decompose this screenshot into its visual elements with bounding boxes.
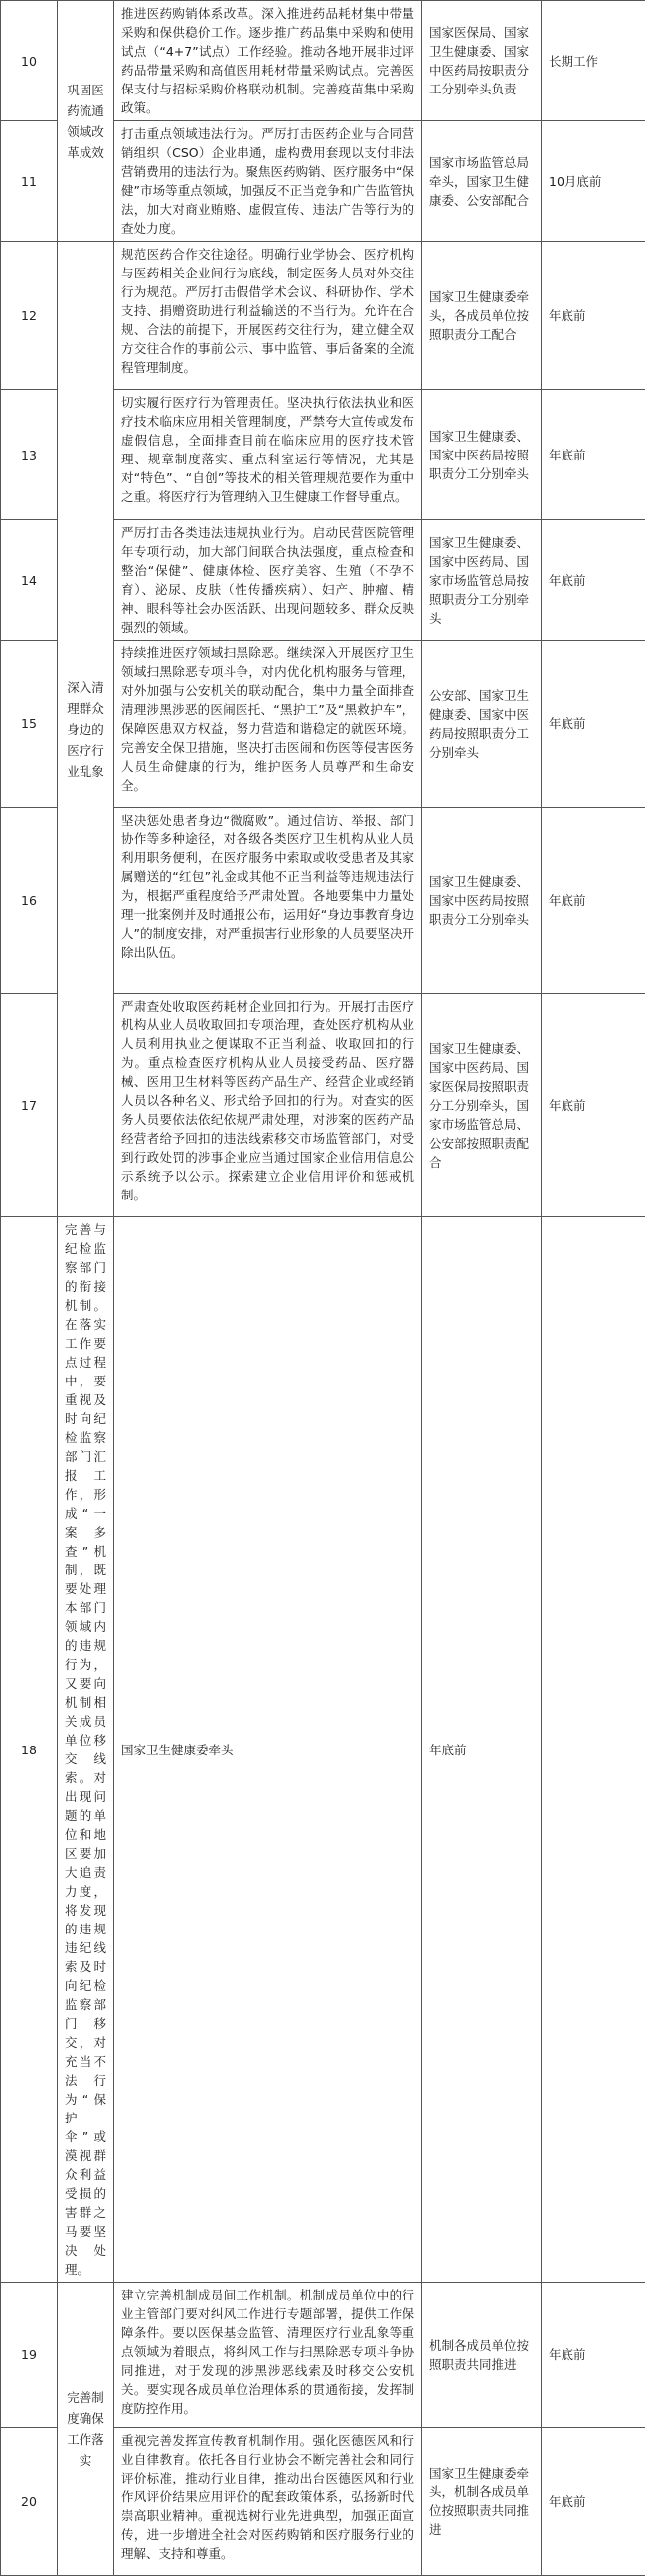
deadline: 年底前 [542,641,645,808]
category-cell: 完善制度确保工作落实 [58,2283,114,2576]
responsible-dept: 国家卫生健康委、国家中医药局、国家医保局按照职责分工分别牵头，国家市场监管总局、公安部按照职责配合 [422,994,542,1217]
task-content: 持续推进医疗领域扫黑除恶。继续深入开展医疗卫生领域扫黑除恶专项斗争，对内优化机构服务与管理，对外加强与公安机关的联动配合，集中力量全面排查清理涉黑涉恶的医闹医托、“黑护工”及“黑救护车”，保障医患双方权益，努力营造和谐稳定的就医环境。完善安全保卫措施，坚决打击医闹和伤医等侵害医务人员生命健康的行为，维护医务人员尊严和生命安全。 [114,641,422,808]
responsible-dept: 机制各成员单位按照职责共同推进 [422,2283,542,2428]
task-content: 切实履行医疗行为管理责任。坚决执行依法执业和医疗技术临床应用相关管理制度，严禁夸大宣传或发布虚假信息，全面排查目前在临床应用的医疗技术管理、规章制度落实、重点科室运行等情况，尤其是对“特色”、“自创”等技术的相关管理规范要作为重中之重。将医疗行为管理纳入卫生健康工作督导重点。 [114,390,422,520]
row-number: 17 [1,994,58,1217]
table-row [1,242,645,390]
row-number: 18 [1,1217,58,2283]
responsible-dept: 公安部、国家卫生健康委、国家中医药局按照职责分工分别牵头 [422,641,542,808]
table-row [1,1,645,121]
category-cell: 巩固医药流通领域改革成效 [58,1,114,242]
row-number: 15 [1,641,58,808]
row-number: 19 [1,2283,58,2428]
category-cell: 深入清理群众身边的医疗行业乱象 [58,242,114,1217]
row-number: 14 [1,520,58,641]
row-number: 11 [1,121,58,242]
responsible-dept: 国家卫生健康委牵头，机制各成员单位按照职责共同推进 [422,2428,542,2576]
task-content: 建立完善机制成员间工作机制。机制成员单位中的行业主管部门要对纠风工作进行专题部署，提供工作保障条件。要以医保基金监管、清理医疗行业乱象等重点领域为着眼点，将纠风工作与扫黑除恶专项斗争协同推进，对于发现的涉黑涉恶线索及时移交公安机关。要实现各成员单位治理体系的贯通衔接，发挥制度防控作用。 [114,2283,422,2428]
table-row [1,1217,645,2283]
task-content: 坚决惩处患者身边“微腐败”。通过信访、举报、部门协作等多种途径，对各级各类医疗卫生机构从业人员利用职务便利，在医疗服务中索取或收受患者及其家属赠送的“红包”礼金或其他不正当利益等违规违法行为，根据严重程度给予严肃处置。各地要集中力量处理一批案例并及时通报公布，运用好“身边事教育身边人”的制度安排，对严重损害行业形象的人员要坚决开除出队伍。 [114,808,422,994]
responsible-dept: 国家卫生健康委牵头，各成员单位按照职责分工配合 [422,242,542,390]
table-row [1,2283,645,2428]
task-content: 规范医药合作交往途径。明确行业学协会、医疗机构与医药相关企业间行为底线，制定医务人员对外交往行为规范。严厉打击假借学术会议、科研协作、学术支持、捐赠资助进行利益输送的不当行为。允许在合规、合法的前提下，开展医药交往行为，建立健全双方交往合作的事前公示、事中监管、事后备案的全流程管理制度。 [114,242,422,390]
responsible-dept: 国家卫生健康委、国家中医药局、国家市场监管总局按照职责分工分别牵头 [422,520,542,641]
deadline: 年底前 [542,390,645,520]
row-number: 13 [1,390,58,520]
row-number: 12 [1,242,58,390]
deadline: 年底前 [542,242,645,390]
responsible-dept: 国家市场监管总局牵头，国家卫生健康委、公安部配合 [422,121,542,242]
deadline: 年底前 [542,2428,645,2576]
row-number: 16 [1,808,58,994]
responsible-dept: 国家医保局、国家卫生健康委、国家中医药局按职责分工分别牵头负责 [422,1,542,121]
row-number: 20 [1,2428,58,2576]
row-number: 10 [1,1,58,121]
task-content: 完善与纪检监察部门的衔接机制。在落实工作要点过程中，要重视及时向纪检监察部门汇报工作，形成“一案多查”机制，既要处理本部门领域内的违规行为，又要向机制相关成员单位移交线索。对出现问题的单位和地区要加大追责力度，将发现的违规违纪线索及时向纪检监察部门移交，对充当不法行为“保护伞”或漠视群众利益受损的害群之马要坚决处理。 [58,1217,114,2283]
deadline: 年底前 [542,2283,645,2428]
deadline: 年底前 [422,1217,542,2283]
task-content: 打击重点领域违法行为。严厉打击医药企业与合同营销组织（CSO）企业串通，虚构费用套现以支付非法营销费用的违法行为。聚焦医药购销、医疗服务中“保健”市场等重点领域，加强反不正当竞争和广告监管执法，加大对商业贿赂、虚假宣传、违法广告等行为的查处力度。 [114,121,422,242]
deadline: 年底前 [542,808,645,994]
task-content: 严肃查处收取医药耗材企业回扣行为。开展打击医疗机构从业人员收取回扣专项治理，查处医疗机构从业人员利用执业之便谋取不正当利益、收取回扣的行为。重点检查医疗机构从业人员接受药品、医疗器械、医用卫生材料等医药产品生产、经营企业或经销人员以各种名义、形式给予回扣的行为。对查实的医务人员要依法依纪依规严肃处理，对涉案的医药产品经营者给予回扣的违法线索移交市场监管部门，对受到行政处罚的涉事企业应当通过国家企业信用信息公示系统予以公示。探索建立企业信用评价和惩戒机制。 [114,994,422,1217]
deadline: 长期工作 [542,1,645,121]
responsible-dept: 国家卫生健康委牵头 [114,1217,422,2283]
task-content: 严厉打击各类违法违规执业行为。启动民营医院管理年专项行动，加大部门间联合执法强度，重点检查和整治“保健”、健康体检、医疗美容、生殖（不孕不育）、泌尿、皮肤（性传播疾病）、妇产、肿瘤、精神、眼科等社会办医活跃、出现问题较多、群众反映强烈的领域。 [114,520,422,641]
task-content: 推进医药购销体系改革。深入推进药品耗材集中带量采购和保供稳价工作。逐步推广药品集中采购和使用试点（“4+7”试点）工作经验。推动各地开展非过评药品带量采购和高值医用耗材带量采购试点。完善医保支付与招标采购价格联动机制。完善疫苗集中采购政策。 [114,1,422,121]
task-content: 重视完善发挥宣传教育机制作用。强化医德医风和行业自律教育。依托各自行业协会不断完善社会和同行评价标准，推动行业自律，推动出台医德医风和行业作风评价结果应用评价的配套政策体系，弘扬新时代崇高职业精神。重视选树行业先进典型，加强正面宣传，进一步增进全社会对医药购销和医疗服务行业的理解、支持和尊重。 [114,2428,422,2576]
deadline: 年底前 [542,994,645,1217]
responsible-dept: 国家卫生健康委、国家中医药局按照职责分工分别牵头 [422,390,542,520]
deadline: 年底前 [542,520,645,641]
responsible-dept: 国家卫生健康委、国家中医药局按照职责分工分别牵头 [422,808,542,994]
deadline: 10月底前 [542,121,645,242]
